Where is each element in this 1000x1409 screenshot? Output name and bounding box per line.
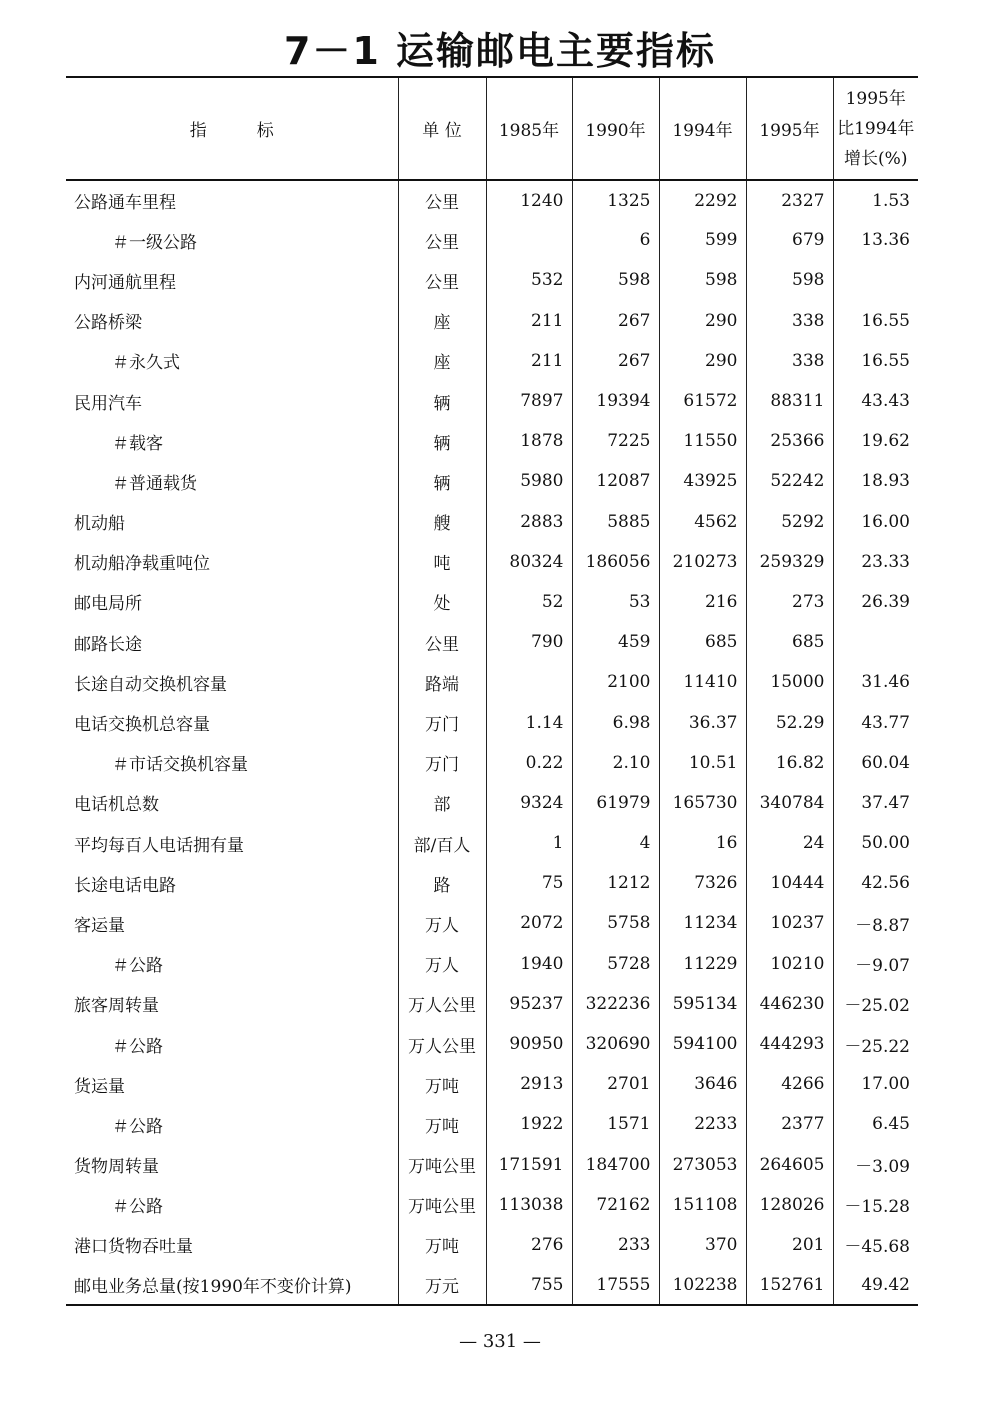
cell-1990: 19394 [572, 381, 659, 421]
cell-1994: 210273 [659, 542, 746, 582]
cell-1995: 338 [746, 341, 833, 381]
cell-growth: 31.46 [833, 662, 918, 702]
cell-1990: 186056 [572, 542, 659, 582]
cell-unit: 公里 [398, 622, 486, 662]
table-row [66, 1225, 918, 1265]
cell-indicator: 客运量 [74, 915, 125, 936]
table-row [66, 1104, 918, 1144]
cell-growth: －25.02 [833, 984, 918, 1024]
table-row [66, 180, 918, 220]
table-row [66, 1024, 918, 1064]
cell-unit: 处 [398, 582, 486, 622]
cell-1994: 370 [659, 1225, 746, 1265]
cell-unit: 座 [398, 341, 486, 381]
cell-indicator: 货运量 [74, 1076, 125, 1097]
cell-growth: 16.55 [833, 341, 918, 381]
cell-unit: 公里 [398, 180, 486, 220]
cell-1994: 2292 [659, 180, 746, 220]
cell-1990: 322236 [572, 984, 659, 1024]
cell-unit: 万吨公里 [398, 1185, 486, 1225]
cell-1994: 599 [659, 220, 746, 260]
cell-growth: 42.56 [833, 863, 918, 903]
cell-1994: 3646 [659, 1064, 746, 1104]
page-title: 7－1 运输邮电主要指标 [283, 29, 717, 73]
cell-1994: 216 [659, 582, 746, 622]
cell-1995: 4266 [746, 1064, 833, 1104]
cell-1994: 165730 [659, 783, 746, 823]
cell-1995: 259329 [746, 542, 833, 582]
cell-unit: 辆 [398, 381, 486, 421]
table-row [66, 220, 918, 260]
cell-1990: 17555 [572, 1265, 659, 1305]
cell-unit: 万人公里 [398, 984, 486, 1024]
cell-1995: 88311 [746, 381, 833, 421]
cell-1985: 211 [486, 341, 572, 381]
cell-1990: 6 [572, 220, 659, 260]
cell-indicator: 电话机总数 [74, 795, 159, 816]
cell-unit: 公里 [398, 260, 486, 300]
cell-1985: 52 [486, 582, 572, 622]
cell-1995: 10237 [746, 903, 833, 943]
table-row [66, 542, 918, 582]
cell-1985: 2072 [486, 903, 572, 943]
cell-1985: 80324 [486, 542, 572, 582]
cell-1990: 7225 [572, 421, 659, 461]
cell-indicator: ＃市话交换机容量 [112, 755, 248, 776]
cell-1995: 679 [746, 220, 833, 260]
cell-1990: 2701 [572, 1064, 659, 1104]
cell-indicator: 长途电话电路 [74, 875, 176, 896]
cell-1995: 152761 [746, 1265, 833, 1305]
table-body [66, 180, 918, 1305]
cell-growth: 43.43 [833, 381, 918, 421]
cell-growth [833, 260, 918, 300]
cell-1990: 598 [572, 260, 659, 300]
header-growth-line3: 增长(%) [844, 148, 908, 169]
cell-1994: 11550 [659, 421, 746, 461]
cell-1995: 273 [746, 582, 833, 622]
cell-1995: 685 [746, 622, 833, 662]
cell-growth: －8.87 [833, 903, 918, 943]
cell-indicator: 机动船 [74, 514, 125, 535]
cell-1994: 36.37 [659, 702, 746, 742]
cell-1990: 61979 [572, 783, 659, 823]
cell-1990: 233 [572, 1225, 659, 1265]
cell-1995: 338 [746, 301, 833, 341]
header-growth-line1: 1995年 [845, 88, 906, 109]
table-row [66, 421, 918, 461]
table-row [66, 944, 918, 984]
cell-indicator: 电话交换机总容量 [74, 715, 210, 736]
table-row [66, 502, 918, 542]
cell-1994: 4562 [659, 502, 746, 542]
cell-1994: 11234 [659, 903, 746, 943]
cell-1985: 113038 [486, 1185, 572, 1225]
cell-1990: 72162 [572, 1185, 659, 1225]
cell-1985: 9324 [486, 783, 572, 823]
cell-unit: 万元 [398, 1265, 486, 1305]
table-row [66, 301, 918, 341]
header-growth-line2: 比1994年 [837, 118, 915, 139]
cell-1995: 2327 [746, 180, 833, 220]
table-row [66, 863, 918, 903]
cell-1994: 61572 [659, 381, 746, 421]
cell-1985: 1878 [486, 421, 572, 461]
cell-1985: 276 [486, 1225, 572, 1265]
cell-1985 [486, 220, 572, 260]
cell-1985: 1240 [486, 180, 572, 220]
cell-indicator: 公路通车里程 [74, 193, 176, 214]
cell-1985 [486, 662, 572, 702]
header-indicator [66, 77, 398, 180]
cell-1985: 211 [486, 301, 572, 341]
cell-unit: 公里 [398, 220, 486, 260]
table-row [66, 984, 918, 1024]
cell-1995: 10444 [746, 863, 833, 903]
cell-1985: 90950 [486, 1024, 572, 1064]
cell-indicator: 旅客周转量 [74, 996, 159, 1017]
cell-1995: 444293 [746, 1024, 833, 1064]
cell-1995: 5292 [746, 502, 833, 542]
cell-1985: 1.14 [486, 702, 572, 742]
cell-1995: 201 [746, 1225, 833, 1265]
cell-growth: 43.77 [833, 702, 918, 742]
cell-unit: 辆 [398, 461, 486, 501]
table-row [66, 1064, 918, 1104]
cell-indicator: ＃公路 [112, 1116, 163, 1137]
cell-1990: 12087 [572, 461, 659, 501]
cell-1985: 171591 [486, 1145, 572, 1185]
cell-growth: －45.68 [833, 1225, 918, 1265]
header-1985: 1985年 [486, 77, 572, 180]
cell-indicator: ＃公路 [112, 1036, 163, 1057]
cell-1990: 267 [572, 301, 659, 341]
cell-growth: 16.55 [833, 301, 918, 341]
cell-growth: 17.00 [833, 1064, 918, 1104]
cell-1985: 5980 [486, 461, 572, 501]
cell-1990: 5758 [572, 903, 659, 943]
cell-1994: 685 [659, 622, 746, 662]
table-row [66, 702, 918, 742]
cell-1995: 52.29 [746, 702, 833, 742]
header-unit: 单 位 [398, 77, 486, 180]
cell-unit: 万人 [398, 903, 486, 943]
cell-1990: 1212 [572, 863, 659, 903]
cell-1990: 53 [572, 582, 659, 622]
cell-unit: 辆 [398, 421, 486, 461]
cell-1990: 2100 [572, 662, 659, 702]
cell-1994: 102238 [659, 1265, 746, 1305]
cell-indicator: 民用汽车 [74, 393, 142, 414]
table-row [66, 783, 918, 823]
cell-1994: 594100 [659, 1024, 746, 1064]
cell-indicator: 货物周转量 [74, 1157, 159, 1178]
cell-indicator: 平均每百人电话拥有量 [74, 835, 244, 856]
cell-indicator: ＃载客 [112, 433, 163, 454]
cell-1990: 5728 [572, 944, 659, 984]
cell-indicator: 邮电业务总量(按1990年不变价计算) [66, 1265, 398, 1305]
table-row [66, 1145, 918, 1185]
cell-1985: 1940 [486, 944, 572, 984]
cell-unit: 万吨公里 [398, 1145, 486, 1185]
cell-unit: 万吨 [398, 1064, 486, 1104]
cell-unit: 万门 [398, 702, 486, 742]
cell-1985: 75 [486, 863, 572, 903]
cell-growth: 26.39 [833, 582, 918, 622]
cell-growth: 1.53 [833, 180, 918, 220]
cell-unit: 万吨 [398, 1104, 486, 1144]
cell-1995: 15000 [746, 662, 833, 702]
cell-1985: 7897 [486, 381, 572, 421]
cell-growth: 49.42 [833, 1265, 918, 1305]
table-row [66, 341, 918, 381]
cell-1994: 2233 [659, 1104, 746, 1144]
cell-growth [833, 622, 918, 662]
cell-1994: 11410 [659, 662, 746, 702]
header-indicator-b: 标 [256, 121, 274, 141]
cell-1985: 1 [486, 823, 572, 863]
cell-indicator: 港口货物吞吐量 [74, 1237, 193, 1258]
header-row [66, 77, 918, 180]
table-row [66, 461, 918, 501]
table-row [66, 582, 918, 622]
cell-1995: 446230 [746, 984, 833, 1024]
cell-indicator: 内河通航里程 [74, 272, 176, 293]
cell-1990: 2.10 [572, 743, 659, 783]
cell-1990: 4 [572, 823, 659, 863]
cell-1995: 52242 [746, 461, 833, 501]
cell-growth: －9.07 [833, 944, 918, 984]
cell-1994: 290 [659, 301, 746, 341]
cell-indicator: ＃一级公路 [112, 232, 197, 253]
cell-1995: 128026 [746, 1185, 833, 1225]
cell-1990: 459 [572, 622, 659, 662]
cell-1995: 340784 [746, 783, 833, 823]
cell-indicator: 邮路长途 [74, 634, 142, 655]
cell-growth: 6.45 [833, 1104, 918, 1144]
cell-unit: 万人 [398, 944, 486, 984]
cell-1994: 16 [659, 823, 746, 863]
cell-1985: 532 [486, 260, 572, 300]
table-row [66, 1265, 918, 1305]
cell-growth: 18.93 [833, 461, 918, 501]
cell-indicator: 长途自动交换机容量 [74, 674, 227, 695]
cell-indicator: 机动船净载重吨位 [74, 554, 210, 575]
header-1994: 1994年 [659, 77, 746, 180]
cell-unit: 艘 [398, 502, 486, 542]
cell-growth: 23.33 [833, 542, 918, 582]
table-row [66, 260, 918, 300]
cell-1994: 290 [659, 341, 746, 381]
table-row [66, 622, 918, 662]
cell-1985: 1922 [486, 1104, 572, 1144]
cell-unit: 万门 [398, 743, 486, 783]
cell-1994: 598 [659, 260, 746, 300]
cell-1990: 1325 [572, 180, 659, 220]
cell-1990: 267 [572, 341, 659, 381]
table-row [66, 743, 918, 783]
cell-growth: －3.09 [833, 1145, 918, 1185]
cell-1995: 25366 [746, 421, 833, 461]
cell-1985: 95237 [486, 984, 572, 1024]
cell-1990: 6.98 [572, 702, 659, 742]
cell-indicator: ＃公路 [112, 956, 163, 977]
cell-growth: 60.04 [833, 743, 918, 783]
header-1990: 1990年 [572, 77, 659, 180]
cell-1990: 1571 [572, 1104, 659, 1144]
cell-1995: 24 [746, 823, 833, 863]
cell-growth: －15.28 [833, 1185, 918, 1225]
cell-indicator: ＃永久式 [112, 353, 180, 374]
cell-1985: 755 [486, 1265, 572, 1305]
cell-growth: 16.00 [833, 502, 918, 542]
cell-1995: 16.82 [746, 743, 833, 783]
cell-1985: 790 [486, 622, 572, 662]
header-growth [833, 77, 918, 180]
page-number: — 331 — [459, 1331, 541, 1352]
cell-unit: 部 [398, 783, 486, 823]
cell-1994: 7326 [659, 863, 746, 903]
indicators-table [66, 76, 918, 1306]
header-1995: 1995年 [746, 77, 833, 180]
cell-1985: 2913 [486, 1064, 572, 1104]
cell-1990: 5885 [572, 502, 659, 542]
cell-1995: 2377 [746, 1104, 833, 1144]
cell-unit: 路端 [398, 662, 486, 702]
cell-1994: 43925 [659, 461, 746, 501]
cell-indicator: 公路桥梁 [74, 313, 142, 334]
cell-growth: 37.47 [833, 783, 918, 823]
cell-1985: 0.22 [486, 743, 572, 783]
cell-growth: －25.22 [833, 1024, 918, 1064]
cell-unit: 吨 [398, 542, 486, 582]
cell-1995: 10210 [746, 944, 833, 984]
cell-unit: 部/百人 [398, 823, 486, 863]
cell-1995: 264605 [746, 1145, 833, 1185]
cell-unit: 路 [398, 863, 486, 903]
cell-1994: 11229 [659, 944, 746, 984]
cell-unit: 座 [398, 301, 486, 341]
cell-growth: 13.36 [833, 220, 918, 260]
table-row [66, 381, 918, 421]
cell-1994: 595134 [659, 984, 746, 1024]
cell-1994: 273053 [659, 1145, 746, 1185]
cell-growth: 19.62 [833, 421, 918, 461]
cell-1985: 2883 [486, 502, 572, 542]
table-row [66, 1185, 918, 1225]
table-row [66, 662, 918, 702]
cell-indicator: 邮电局所 [74, 594, 142, 615]
cell-1990: 184700 [572, 1145, 659, 1185]
cell-1994: 10.51 [659, 743, 746, 783]
cell-indicator: ＃普通载货 [112, 473, 197, 494]
cell-1994: 151108 [659, 1185, 746, 1225]
cell-unit: 万人公里 [398, 1024, 486, 1064]
cell-unit: 万吨 [398, 1225, 486, 1265]
cell-indicator: ＃公路 [112, 1197, 163, 1218]
cell-1995: 598 [746, 260, 833, 300]
header-indicator-a: 指 [189, 121, 207, 141]
cell-growth: 50.00 [833, 823, 918, 863]
table-row [66, 823, 918, 863]
cell-1990: 320690 [572, 1024, 659, 1064]
table-row [66, 903, 918, 943]
